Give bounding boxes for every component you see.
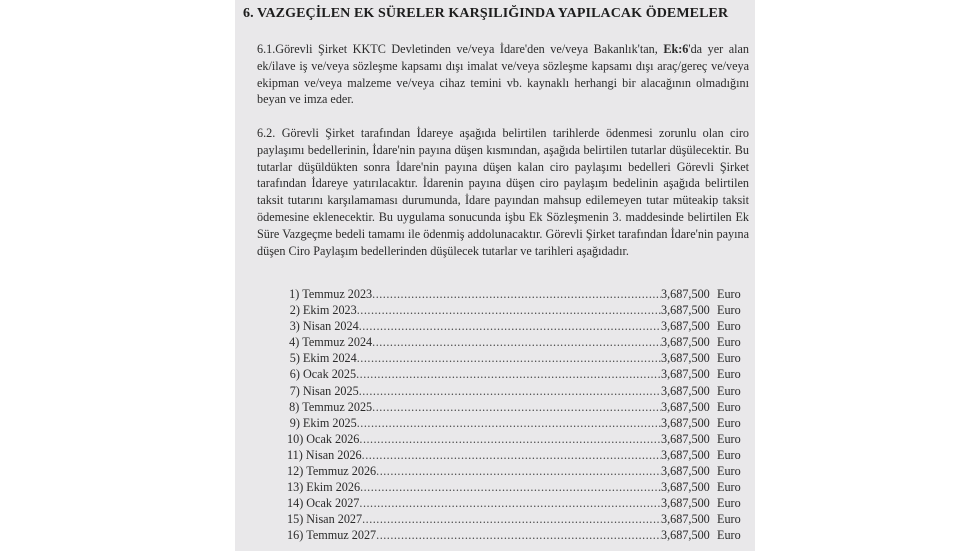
- payment-index: 10): [287, 431, 304, 446]
- payment-index: 12): [287, 464, 304, 479]
- payment-currency: Euro: [717, 447, 741, 462]
- payment-index: 14): [287, 496, 304, 511]
- payment-amount: 3,687,500: [661, 383, 710, 398]
- payment-currency: Euro: [717, 480, 741, 495]
- dot-leader: [372, 287, 661, 302]
- payment-row: [287, 303, 747, 319]
- payment-row: [287, 512, 747, 528]
- payment-row: [287, 351, 747, 367]
- payment-row: [287, 384, 747, 400]
- payment-amount: 3,687,500: [661, 335, 710, 350]
- payment-currency: Euro: [717, 367, 741, 382]
- payment-index: 13): [287, 480, 304, 495]
- payment-date: Nisan 2025: [302, 383, 359, 398]
- payment-schedule-list: [287, 287, 747, 545]
- payment-date: Temmuz 2027: [306, 528, 377, 543]
- bold-reference: Ek:6: [663, 42, 689, 56]
- paragraph-number: 6.1.: [257, 42, 276, 56]
- payment-row: [287, 528, 747, 544]
- payment-date: Ekim 2026: [306, 480, 361, 495]
- dot-leader: [376, 528, 661, 543]
- payment-date: Ekim 2024: [302, 351, 357, 366]
- payment-amount: 3,687,500: [661, 447, 710, 462]
- payment-row: [287, 416, 747, 432]
- payment-currency: Euro: [717, 383, 741, 398]
- payment-date: Temmuz 2025: [302, 399, 373, 414]
- payment-index: 5): [289, 351, 300, 366]
- dot-leader: [362, 448, 661, 463]
- dot-leader: [357, 416, 661, 431]
- paragraph-text: Görevli Şirket tarafından İdareye aşağıda belirtilen tarihlerde ödenmesi zorunlu olan ciro paylaşımı bedellerinin, İdare'nin payına düşen kısmından, aşağıda belirtilen tutarlar düşülecektir. Bu tutarlar düşüldükten sonra İdare'nin payına düşen kalan ciro paylaşımı bedelleri Görevli Şirket tarafından İdareye yatırılacaktır. İdarenin payına düşen ciro paylaşım bedelinin aşağıda belirtilen taksit tutarını karşılamaması durumunda, İdare payından mahsup edilemeyen tutar müteakip taksit ödemesine eklenecektir. Bu uygulama sonucunda işbu Ek Sözleşmenin 3. maddesinde belirtilen Ek Süre Vazgeçme bedeli tamamı ile ödenmiş addolunacaktır. Görevli Şirket tarafından İdare'nin payına düşen Ciro Paylaşım bedellerinden düşülecek tutarlar ve tarihleri aşağıdadır.: [257, 126, 750, 258]
- payment-currency: Euro: [717, 528, 741, 543]
- paragraph-number: 6.2.: [257, 126, 276, 140]
- paragraph-text-continued: 'da yer alan ek/ilave iş ve/veya sözleşme kapsamı dışı imalat ve/veya sözleşme kapsamı dışı araç/gereç ve/veya ekipman ve/veya malzeme ve/veya cihaz temini vb. kaynaklı herhangi bir alacağının olmadığını beyan ve imza eder.: [257, 42, 750, 107]
- payment-date: Temmuz 2023: [302, 287, 373, 301]
- payment-currency: Euro: [717, 287, 741, 301]
- payment-amount: 3,687,500: [661, 496, 710, 511]
- dot-leader: [359, 496, 661, 511]
- payment-currency: Euro: [717, 496, 741, 511]
- paragraph-text: Görevli Şirket KKTC Devletinden ve/veya İdare'den ve/veya Bakanlık'tan,: [275, 42, 664, 56]
- payment-row: [287, 432, 747, 448]
- payment-index: 1): [289, 287, 300, 301]
- payment-row: [287, 335, 747, 351]
- dot-leader: [356, 367, 661, 382]
- payment-currency: Euro: [717, 464, 741, 479]
- payment-currency: Euro: [717, 335, 741, 350]
- payment-index: 16): [287, 528, 304, 543]
- payment-currency: Euro: [717, 319, 741, 334]
- payment-date: Ekim 2023: [302, 303, 357, 318]
- paragraph-6-1: [257, 41, 749, 108]
- payment-index: 7): [289, 383, 300, 398]
- payment-currency: Euro: [717, 351, 741, 366]
- payment-date: Ocak 2025: [302, 367, 357, 382]
- payment-index: 8): [289, 399, 300, 414]
- payment-row: [287, 287, 747, 303]
- payment-amount: 3,687,500: [661, 480, 710, 495]
- payment-row: [287, 319, 747, 335]
- payment-index: 2): [289, 303, 300, 318]
- payment-amount: 3,687,500: [661, 287, 710, 301]
- dot-leader: [359, 432, 661, 447]
- payment-amount: 3,687,500: [661, 399, 710, 414]
- dot-leader: [376, 464, 661, 479]
- payment-currency: Euro: [717, 415, 741, 430]
- payment-date: Nisan 2024: [302, 319, 359, 334]
- payment-amount: 3,687,500: [661, 431, 710, 446]
- dot-leader: [359, 319, 661, 334]
- payment-index: 11): [287, 447, 303, 462]
- payment-row: [287, 464, 747, 480]
- payment-amount: 3,687,500: [661, 415, 710, 430]
- payment-row: [287, 400, 747, 416]
- payment-currency: Euro: [717, 512, 741, 527]
- payment-amount: 3,687,500: [661, 351, 710, 366]
- payment-amount: 3,687,500: [661, 512, 710, 527]
- document-page: [235, 0, 755, 551]
- paragraph-6-2: [257, 125, 749, 259]
- payment-index: 6): [289, 367, 300, 382]
- payment-currency: Euro: [717, 303, 741, 318]
- payment-amount: 3,687,500: [661, 319, 710, 334]
- payment-date: Ekim 2025: [302, 415, 357, 430]
- payment-row: [287, 496, 747, 512]
- payment-date: Nisan 2027: [306, 512, 363, 527]
- payment-date: Ocak 2026: [306, 431, 360, 446]
- payment-amount: 3,687,500: [661, 464, 710, 479]
- payment-currency: Euro: [717, 431, 741, 446]
- payment-date: Nisan 2026: [305, 447, 362, 462]
- payment-index: 15): [287, 512, 304, 527]
- payment-amount: 3,687,500: [661, 367, 710, 382]
- payment-index: 3): [289, 319, 300, 334]
- dot-leader: [357, 351, 661, 366]
- payment-amount: 3,687,500: [661, 528, 710, 543]
- dot-leader: [360, 480, 661, 495]
- payment-date: Temmuz 2024: [302, 335, 373, 350]
- dot-leader: [359, 384, 661, 399]
- payment-index: 4): [289, 335, 300, 350]
- payment-amount: 3,687,500: [661, 303, 710, 318]
- payment-index: 9): [289, 415, 300, 430]
- section-heading: 6. VAZGEÇİLEN EK SÜRELER KARŞILIĞINDA YAPILACAK ÖDEMELER: [243, 6, 729, 21]
- payment-date: Ocak 2027: [306, 496, 360, 511]
- dot-leader: [362, 512, 661, 527]
- payment-row: [287, 480, 747, 496]
- dot-leader: [372, 400, 661, 415]
- dot-leader: [372, 335, 661, 350]
- payment-currency: Euro: [717, 399, 741, 414]
- dot-leader: [357, 303, 661, 318]
- payment-row: [287, 367, 747, 383]
- payment-row: [287, 448, 747, 464]
- payment-date: Temmuz 2026: [306, 464, 377, 479]
